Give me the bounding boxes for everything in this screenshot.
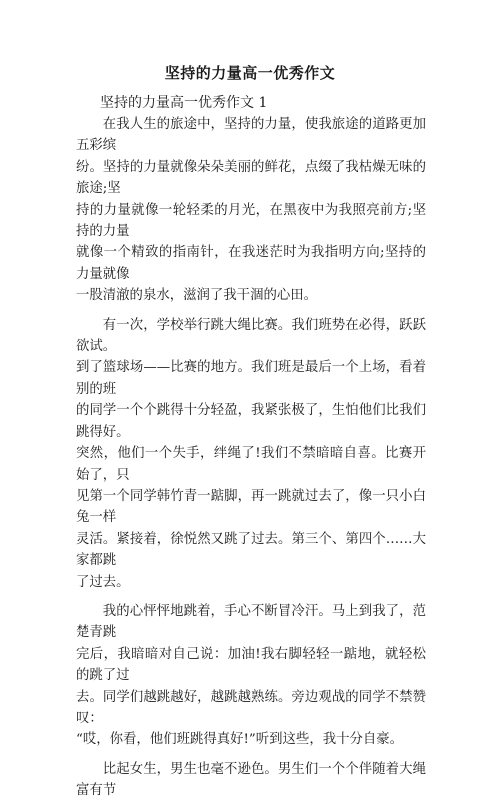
paragraph-4 [76, 759, 426, 802]
text-line: 完后，我暗暗对自己说：加油!我右脚轻轻一踮地，就轻松的跳了过 [76, 646, 426, 684]
document-body [76, 114, 426, 802]
document-title: 坚持的力量高一优秀作文 [164, 64, 336, 82]
text-line: 一股清澈的泉水，滋润了我干涸的心田。 [76, 288, 318, 304]
text-line: 持的力量就像一轮轻柔的月光，在黑夜中为我照亮前方;坚持的力量 [76, 202, 426, 240]
text-line: 有一次，学校举行跳大绳比赛。我们班势在必得，跃跃欲试。 [76, 317, 426, 355]
text-line: 到了篮球场——比赛的地方。我们班是最后一个上场，看着别的班 [76, 360, 426, 397]
document-subtitle: 坚持的力量高一优秀作文 1 [100, 95, 268, 111]
paragraph-1 [76, 114, 426, 307]
text-line: 的同学一个个跳得十分轻盈，我紧张极了，生怕他们比我们跳得好。 [76, 403, 426, 440]
paragraph-2 [76, 315, 426, 593]
text-line: 灵活。紧接着，徐悦然又跳了过去。第三个、第四个……大家都跳 [76, 531, 426, 569]
text-line: 去。同学们越跳越好，越跳越熟练。旁边观战的同学不禁赞叹： [76, 689, 426, 726]
text-line: 纷。坚持的力量就像朵朵美丽的鲜花，点缀了我枯燥无味的旅途;坚 [76, 159, 426, 197]
text-line: 就像一个精致的指南针，在我迷茫时为我指明方向;坚持的力量就像 [76, 245, 426, 282]
text-line: “哎，你看，他们班跳得真好!”听到这些，我十分自豪。 [76, 732, 404, 748]
text-line: 在我人生的旅途中，坚持的力量，使我旅途的道路更加五彩缤 [76, 117, 426, 154]
paragraph-3 [76, 601, 426, 751]
text-line: 突然，他们一个失手，绊绳了!我们不禁暗暗自喜。比赛开始了，只 [76, 446, 426, 483]
text-line: 了过去。 [76, 574, 130, 590]
text-line: 比起女生，男生也毫不逊色。男生们一个个伴随着大绳富有节 [76, 761, 426, 799]
text-line: 见第一个同学韩竹青一踮脚，再一跳就过去了，像一只小白兔一样 [76, 488, 426, 526]
text-line: 我的心怦怦地跳着，手心不断冒冷汗。马上到我了，范楚青跳 [76, 603, 426, 641]
